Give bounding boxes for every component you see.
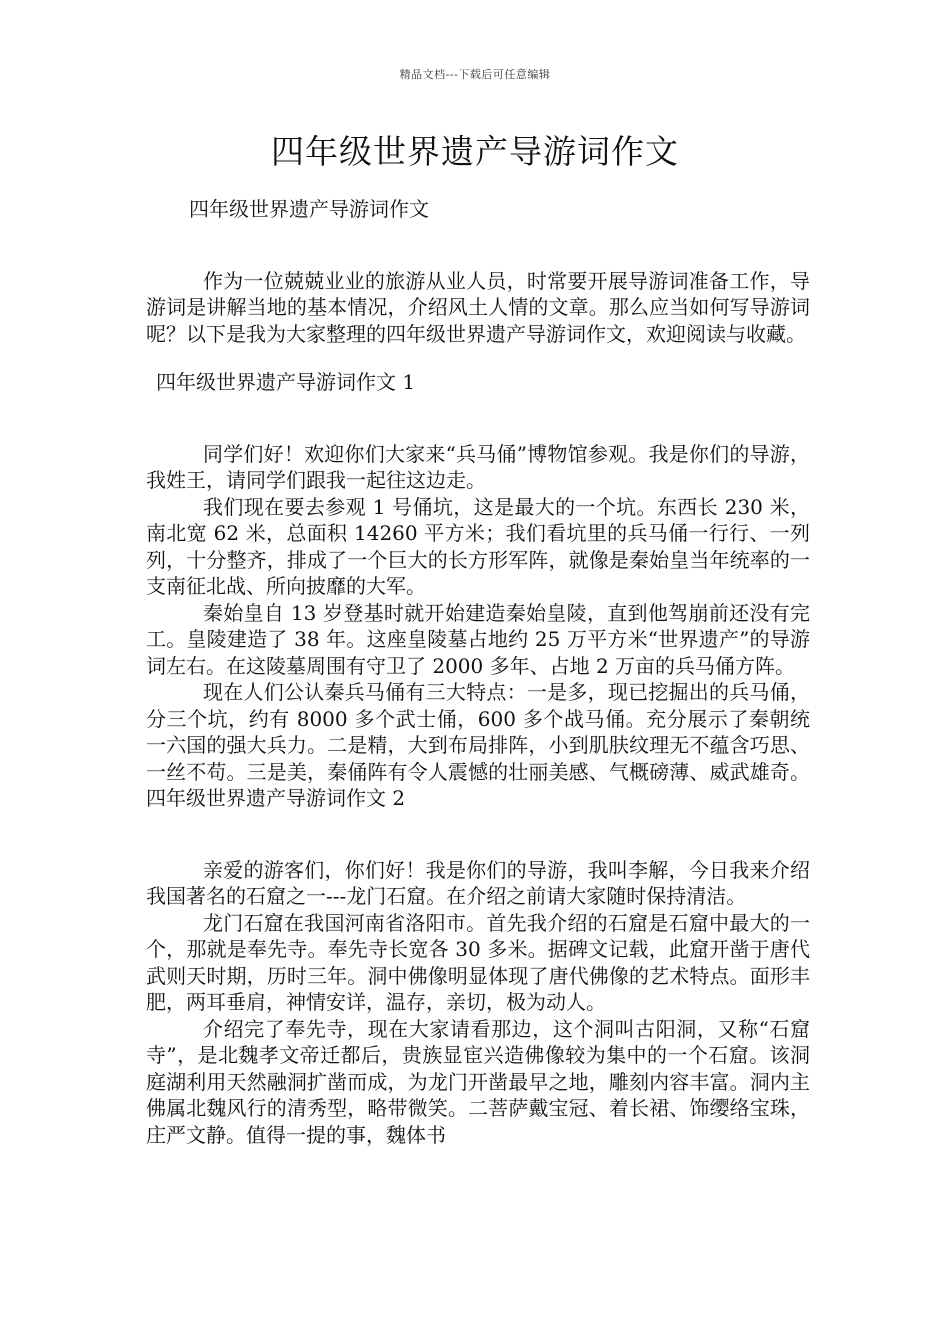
- subtitle: 四年级世界遗产导游词作文: [189, 197, 429, 221]
- section1-paragraph: 现在人们公认秦兵马俑有三大特点：一是多，现已挖掘出的兵马俑，分三个坑，约有 8000 多个武士俑，600 多个战马俑。充分展示了秦朝统一六国的强大兵力。二是精，大到布局排阵，小到肌肤纹理无不蕴含巧思、一丝不苟。三是美，秦俑阵有令人震憾的壮丽美感、气概磅薄、威武雄奇。四年级世界遗产导游词作文 2: [146, 680, 810, 810]
- section1-paragraph: 我们现在要去参观 1 号俑坑，这是最大的一个坑。东西长 230 米，南北宽 62 米，总面积 14260 平方米；我们看坑里的兵马俑一行行、一列列，十分整齐，排成了一个巨大的长方形军阵，就像是秦始皇当年统率的一支南征北战、所向披靡的大军。: [146, 494, 810, 598]
- section1-heading: 四年级世界遗产导游词作文 1: [156, 370, 416, 394]
- section2-paragraph: 介绍完了奉先寺，现在大家请看那边，这个洞叫古阳洞，又称“石窟寺”，是北魏孝文帝迁都后，贵族显宦兴造佛像较为集中的一个石窟。该洞庭湖利用天然融洞扩凿而成，为龙门开凿最早之地，雕刻内容丰富。洞内主佛属北魏风行的清秀型，略带微笑。二菩萨戴宝冠、着长裙、饰缨络宝珠，庄严文静。值得一提的事，魏体书: [146, 1016, 810, 1147]
- intro-paragraph: 作为一位兢兢业业的旅游从业人员，时常要开展导游词准备工作，导游词是讲解当地的基本情况，介绍风土人情的文章。那么应当如何写导游词呢？以下是我为大家整理的四年级世界遗产导游词作文，欢迎阅读与收藏。: [146, 268, 810, 346]
- header-note: 精品文档---下载后可任意编辑: [399, 68, 551, 81]
- section2-paragraph: 龙门石窟在我国河南省洛阳市。首先我介绍的石窟是石窟中最大的一个，那就是奉先寺。奉先寺长宽各 30 多米。据碑文记载，此窟开凿于唐代武则天时期，历时三年。洞中佛像明显体现了唐代佛像的艺术特点。面形丰肥，两耳垂肩，神情安详，温存，亲切，极为动人。: [146, 910, 810, 1014]
- section1-paragraph: 秦始皇自 13 岁登基时就开始建造秦始皇陵，直到他驾崩前还没有完工。皇陵建造了 38 年。这座皇陵墓占地约 25 万平方米“世界遗产”的导游词左右。在这陵墓周围有守卫了 2000 多年、占地 2 万亩的兵马俑方阵。: [146, 600, 810, 678]
- section1-paragraph: 同学们好！欢迎你们大家来“兵马俑”博物馆参观。我是你们的导游，我姓王，请同学们跟我一起往这边走。: [146, 441, 810, 492]
- section2-paragraph: 亲爱的游客们，你们好！我是你们的导游，我叫李解，今日我来介绍我国著名的石窟之一---龙门石窟。在介绍之前请大家随时保持清洁。: [146, 857, 810, 908]
- page-title: 四年级世界遗产导游词作文: [271, 132, 679, 171]
- document-body: [146, 196, 810, 1148]
